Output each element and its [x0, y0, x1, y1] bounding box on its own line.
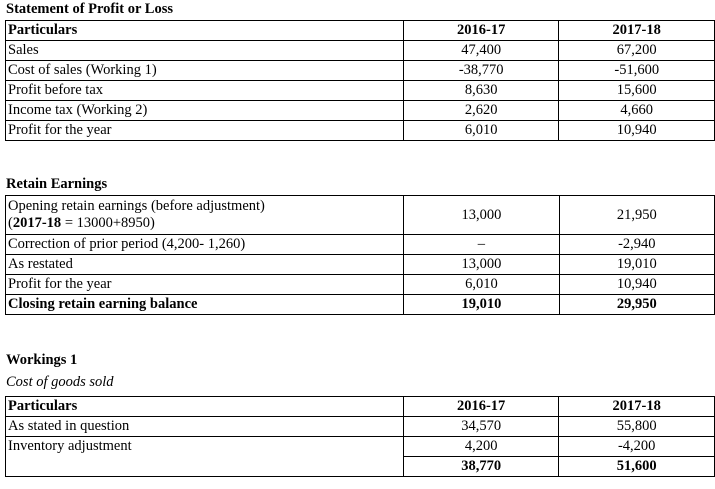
workings-1-subtitle: Cost of goods sold [6, 374, 114, 390]
retain-earnings-table [5, 195, 715, 315]
row-label: Income tax (Working 2) [6, 101, 404, 121]
value-2017-18: -51,600 [559, 61, 715, 81]
value-2016-17: 47,400 [403, 41, 559, 61]
value-2016-17: 34,570 [403, 417, 559, 437]
total-2017-18: 51,600 [559, 457, 715, 477]
total-2016-17: 38,770 [403, 457, 559, 477]
header-2016-17: 2016-17 [403, 397, 559, 417]
row-label: Correction of prior period (4,200- 1,260) [6, 235, 404, 255]
value-2017-18: 55,800 [559, 417, 715, 437]
table-header-row [6, 21, 715, 41]
header-2017-18: 2017-18 [559, 397, 715, 417]
row-label: Sales [6, 41, 404, 61]
table-row [6, 101, 715, 121]
table-row-total [6, 457, 715, 477]
value-2016-17: 2,620 [403, 101, 559, 121]
profit-loss-table [5, 20, 715, 141]
table-row [6, 41, 715, 61]
retain-earnings-title: Retain Earnings [6, 176, 108, 192]
total-label [6, 457, 404, 477]
value-2016-17: -38,770 [403, 61, 559, 81]
row-label: Inventory adjustment [6, 437, 404, 457]
table-row [6, 235, 715, 255]
table-row [6, 121, 715, 141]
table-row [6, 275, 715, 295]
value-2017-18: -2,940 [559, 235, 714, 255]
table-row [6, 196, 715, 235]
closing-2016-17: 19,010 [404, 295, 559, 315]
row-label: Profit for the year [6, 121, 404, 141]
closing-label: Closing retain earning balance [6, 295, 404, 315]
row-label: Cost of sales (Working 1) [6, 61, 404, 81]
table-row [6, 437, 715, 457]
header-2016-17: 2016-17 [403, 21, 559, 41]
value-2017-18: -4,200 [559, 437, 715, 457]
opening-label-year: 2017-18 [12, 215, 62, 231]
value-2016-17: 6,010 [404, 275, 559, 295]
workings-1-table [5, 396, 715, 477]
value-2017-18: 21,950 [559, 196, 714, 235]
table-header-row [6, 397, 715, 417]
closing-2017-18: 29,950 [559, 295, 714, 315]
table-row [6, 61, 715, 81]
row-label: As stated in question [6, 417, 404, 437]
header-particulars: Particulars [6, 21, 404, 41]
opening-label-line1: Opening retain earnings (before adjustment) [8, 198, 265, 214]
table-row [6, 255, 715, 275]
value-2017-18: 4,660 [559, 101, 715, 121]
row-label: Profit for the year [6, 275, 404, 295]
row-label: As restated [6, 255, 404, 275]
value-2016-17: 13,000 [404, 196, 559, 235]
value-2016-17: 6,010 [403, 121, 559, 141]
value-2016-17: 13,000 [404, 255, 559, 275]
row-label: Profit before tax [6, 81, 404, 101]
value-2016-17: 4,200 [403, 437, 559, 457]
value-2016-17: 8,630 [403, 81, 559, 101]
value-2017-18: 15,600 [559, 81, 715, 101]
header-particulars: Particulars [6, 397, 404, 417]
profit-loss-title: Statement of Profit or Loss [6, 1, 173, 17]
opening-label [6, 196, 404, 235]
table-row [6, 81, 715, 101]
value-2017-18: 10,940 [559, 275, 714, 295]
value-2017-18: 10,940 [559, 121, 715, 141]
value-2017-18: 19,010 [559, 255, 714, 275]
table-row [6, 417, 715, 437]
table-row-total [6, 295, 715, 315]
workings-1-title: Workings 1 [6, 352, 78, 368]
value-2017-18: 67,200 [559, 41, 715, 61]
value-2016-17: – [404, 235, 559, 255]
opening-label-line2: (2017-18 = 13000+8950) [8, 215, 155, 231]
header-2017-18: 2017-18 [559, 21, 715, 41]
